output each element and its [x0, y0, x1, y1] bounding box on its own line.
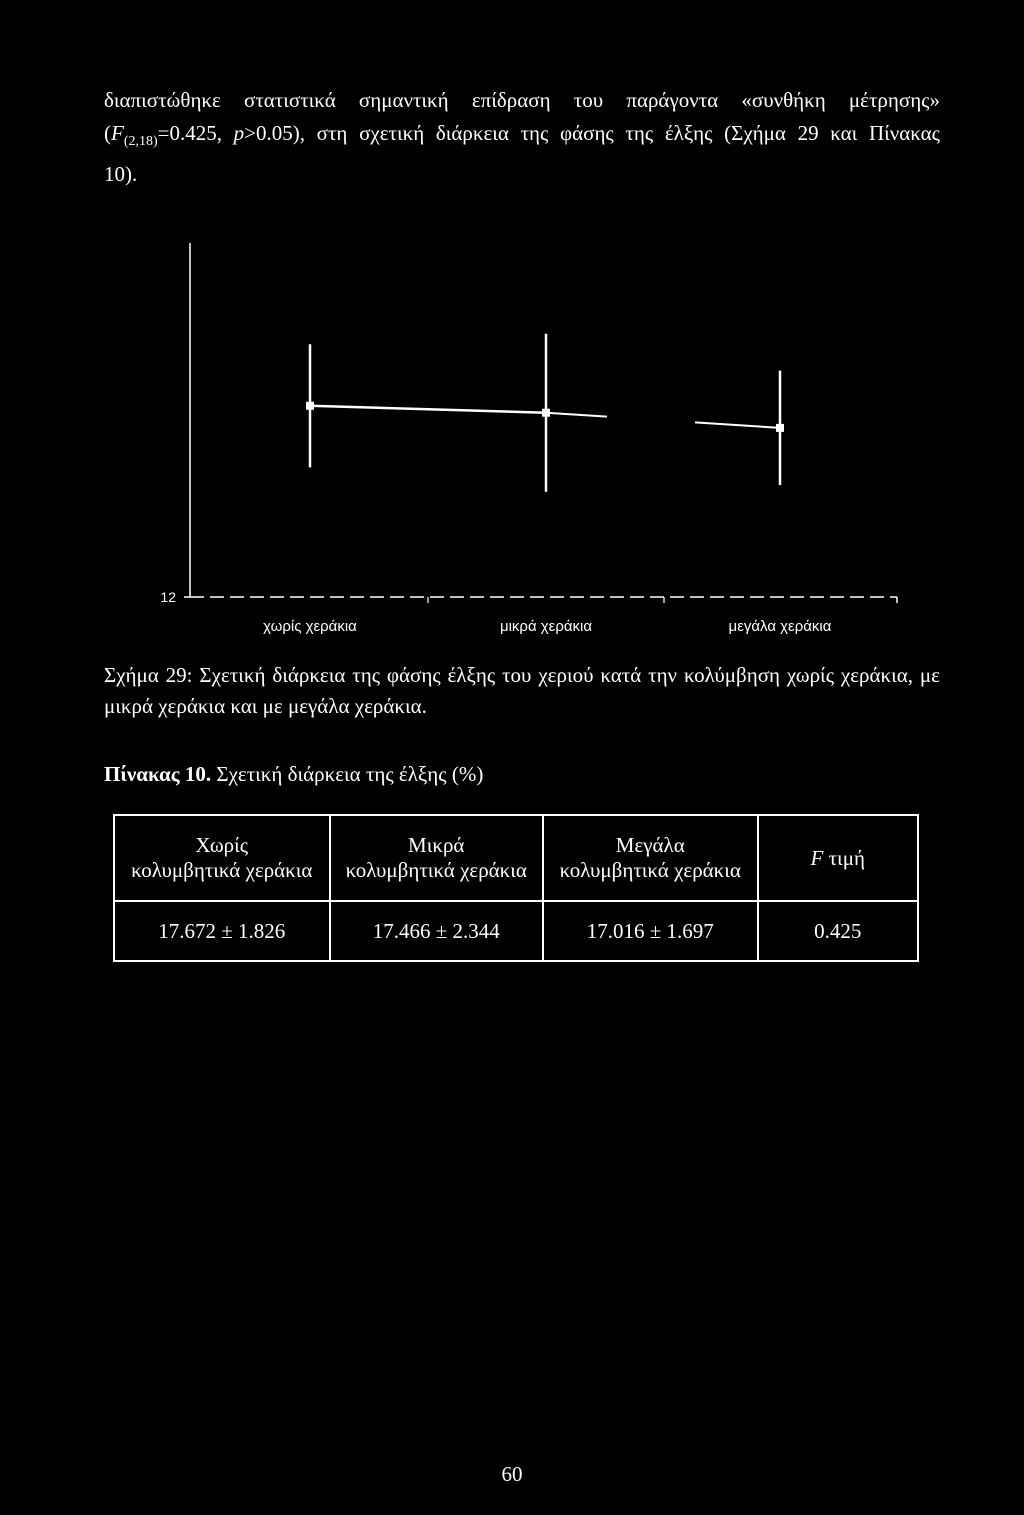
results-table — [113, 814, 919, 962]
table-header-row — [114, 815, 918, 901]
table-title — [104, 762, 483, 787]
series-line-segment — [546, 413, 607, 417]
f-symbol: F — [111, 121, 124, 145]
table-row — [114, 901, 918, 961]
x-tick-label: μικρά χεράκια — [499, 618, 593, 635]
p-symbol: p — [233, 121, 245, 145]
data-point — [776, 424, 784, 432]
series-line-segment — [310, 406, 546, 413]
x-tick-label: μεγάλα χεράκια — [728, 618, 832, 635]
header-no-paddles: Χωρίς κολυμβητικά χεράκια — [114, 815, 330, 901]
value-large-paddles: 17.016 ± 1.697 — [543, 901, 758, 961]
header-small-paddles: Μικρά κολυμβητικά χεράκια — [330, 815, 544, 901]
data-point — [306, 402, 314, 410]
intro-line-2: ($F_{(2,18)}=0.425$, p>0.05), στη σχετική διάρκεια της φάσης της έλξης (Σχήμα 29 και Πίνακας — [104, 121, 940, 150]
data-point — [542, 409, 550, 417]
table-title-text: Σχετική διάρκεια της έλξης (%) — [211, 762, 484, 786]
figure-caption: Σχήμα 29: Σχετική διάρκεια της φάσης έλξης του χεριού κατά την κολύμβηση χωρίς χεράκια, με μικρά χεράκια και με μεγάλα χεράκια. — [104, 663, 940, 718]
intro-line-1: διαπιστώθηκε στατιστικά σημαντική επίδραση του παράγοντα «συνθήκη μέτρησης» — [104, 88, 940, 112]
page-number: 60 — [501, 1462, 523, 1486]
value-f: 0.425 — [758, 901, 919, 961]
x-tick-label: χωρίς χεράκια — [263, 618, 357, 635]
value-small-paddles: 17.466 ± 2.344 — [330, 901, 544, 961]
table-number: Πίνακας 10. — [104, 762, 212, 786]
series-line-segment — [695, 422, 780, 428]
y-tick-label: 12 — [160, 589, 176, 605]
intro-line-3: 10). — [104, 162, 138, 187]
header-large-paddles: Μεγάλα κολυμβητικά χεράκια — [543, 815, 758, 901]
value-no-paddles: 17.672 ± 1.826 — [114, 901, 330, 961]
line-chart — [0, 0, 1024, 660]
header-f-value: F τιμή — [758, 815, 919, 901]
f-degrees: (2,18) — [123, 134, 158, 150]
